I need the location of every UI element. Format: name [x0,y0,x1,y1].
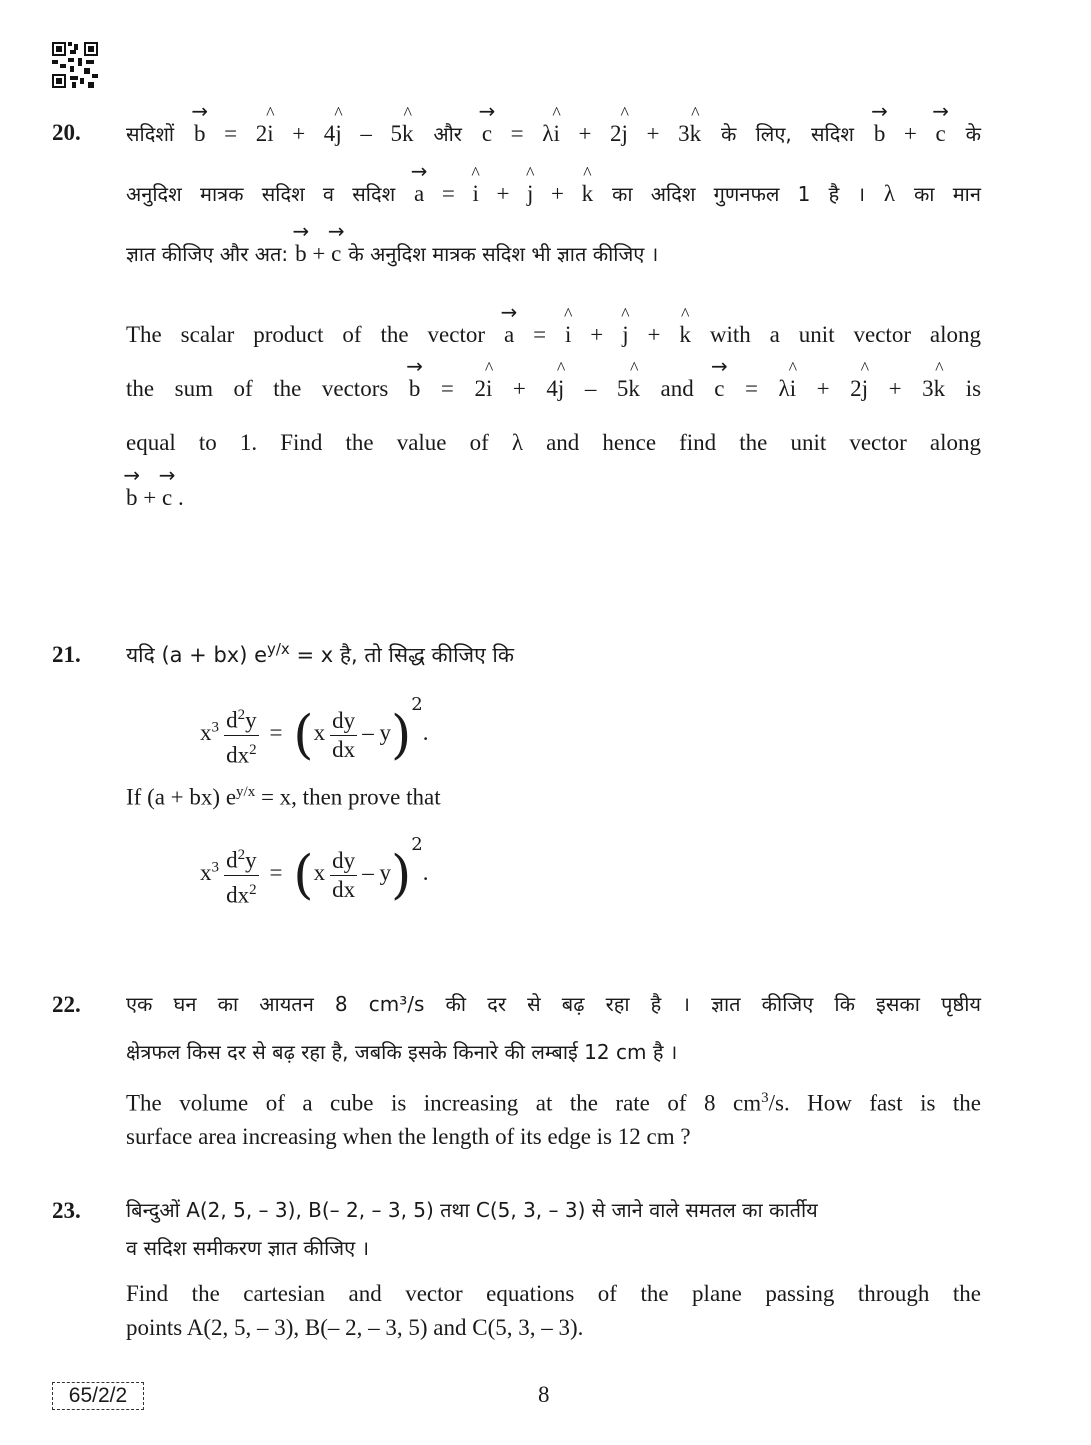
question-21-number: 21. [52,642,81,667]
q22-hindi-line-2: क्षेत्रफल किस दर से बढ़ रहा है, जबकि इसके किनारे की लम्बाई 12 cm है । [126,1040,678,1064]
q23-english-line-2: points A(2, 5, – 3), B(– 2, – 3, 5) and C(5, 3, – 3). [126,1315,584,1340]
q20-english-line-4: → b + → c . [126,485,981,511]
qr-code-icon [52,42,98,88]
q20-english-line-2: the sum of the vectors → b = 2^ i + 4^ j – 5^ k and → c = λ^ i + 2^ j + 3^ k is [126,376,981,402]
q22-hindi-line-1: एक घन का आयतन 8 cm³/s की दर से बढ़ रहा है । ज्ञात कीजिए कि इसका पृष्ठीय [126,992,981,1016]
page-number: 8 [538,1382,550,1407]
q22-english-line-1: The volume of a cube is increasing at the rate of 8 $cm^3/s$. How fast is the [126,1090,981,1116]
q20-hindi-line-1: सदिशों → b = 2^ i + 4^ j – 5^ k और → c = λ^ i + 2^ j + 3^ k के लिए, सदिश → b + → c के [126,120,981,147]
q23-hindi-line-1: बिन्दुओं A(2, 5, – 3), B(– 2, – 3, 5) तथा C(5, 3, – 3) से जाने वाले समतल का कार्तीय [126,1198,818,1222]
question-22-number: 22. [52,992,81,1017]
q20-hindi-line-3: ज्ञात कीजिए और अत: → b + → c के अनुदिश मात्रक सदिश भी ज्ञात कीजिए । [126,240,981,267]
paper-code: 65/2/2 [52,1382,144,1410]
q22-english-line-2: surface area increasing when the length of its edge is 12 cm ? [126,1124,691,1149]
q21-english-line: If (a + bx) $e^{y/x} = x$, then prove that [126,784,441,810]
q20-english-line-1: The scalar product of the vector → a = ^ i + ^ j + ^ k with a unit vector along [126,322,981,348]
q23-hindi-line-2: व सदिश समीकरण ज्ञात कीजिए । [126,1236,370,1260]
question-23-number: 23. [52,1198,81,1223]
q23-english-line-1: Find the cartesian and vector equations of the plane passing through the [126,1281,981,1306]
q21-equation-2: $x^3$ $\frac{d^2y}{dx^2}$ = (x $\frac{dy}{dx}$ – y)$^2$. [200,834,429,908]
q21-hindi-line: यदि (a + bx) $e^{y/x} = x$ है, तो सिद्ध कीजिए कि [126,640,514,667]
q20-english-line-3: equal to 1. Find the value of λ and hence find the unit vector along [126,430,981,455]
q20-hindi-line-2: अनुदिश मात्रक सदिश व सदिश → a = ^ i + ^ j + ^ k का अदिश गुणनफल 1 है । λ का मान [126,180,981,207]
question-20-number: 20. [52,120,81,145]
q21-equation-1: $x^3$ $\frac{d^2y}{dx^2}$ = (x $\frac{dy}{dx}$ – y)$^2$. [200,694,429,768]
